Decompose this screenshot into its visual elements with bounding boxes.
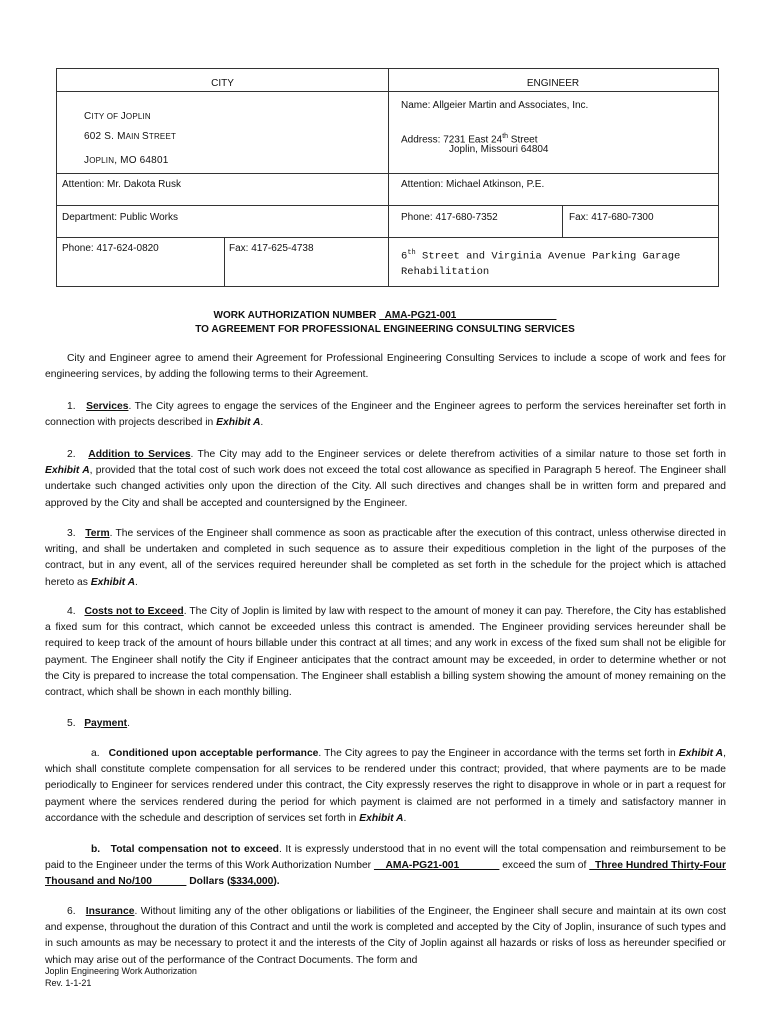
section-costs-not-to-exceed: 4. Costs not to Exceed. The City of Joplin is limited by law with respect to the amount of money it can pay. Therefore, the City has established a fixed sum for this contract, which cannot be exceeded unless this contract is amended. The Engineer providing services hereunder shall be required to keep track of the amount of hours billable under this contract at all times; and any work in excess of the fixed sum shall not be eligible for payment. The Engineer shall notify the City if Engineer anticipates that the contract amount may be exceeded, in order to determine whether or not the City is prepared to increase the total compensation. The Engineer shall establish a billing system showing the amount of money remaining on the contract, which shall be shown in each monthly billing. [45, 606, 727, 699]
intro-paragraph: City and Engineer agree to amend their Agreement for Professional Engineering Consulting Services to include a scope of work and fees for engineering services, by adding the following terms to their Agreement. [45, 353, 726, 381]
engineer-address: Address: 7231 East 24th Street [401, 133, 538, 146]
city-attention: Attention: Mr. Dakota Rusk [62, 179, 181, 190]
header-table [56, 68, 719, 287]
agreement-subtitle: TO AGREEMENT FOR PROFESSIONAL ENGINEERING CONSULTING SERVICES [195, 324, 575, 335]
section-total-compensation: b. Total compensation not to exceed. It is expressly understood that in no event will the total compensation and reimbursement to be paid to the Engineer under the terms of this Work Authorization Number __AMA-PG21-001_______ exceed the sum of _Three Hundred Thirty-Four Thousand and No/100______ Dollars ($334,000). [45, 844, 726, 888]
table-rule [224, 237, 225, 286]
section-services: 1. Services. The City agrees to engage the services of the Engineer and the Engineer agrees to perform the services hereinafter set forth in connection with projects described in Exhibit A. [45, 401, 726, 429]
section-payment: 5. Payment. [67, 718, 130, 729]
city-department: Department: Public Works [62, 212, 178, 223]
page-footer [45, 966, 197, 989]
work-authorization-title: WORK AUTHORIZATION NUMBER _AMA-PG21-001__________________ [213, 310, 557, 321]
engineer-heading: ENGINEER [526, 78, 580, 89]
footer-revision: Rev. 1-1-21 [45, 977, 92, 988]
project-name: 6th Street and Virginia Avenue Parking Garage Rehabilitation [401, 249, 681, 278]
section-insurance: 6. Insurance. Without limiting any of the other obligations or liabilities of the Engineer, the Engineer shall secure and maintain at its own cost and expense, throughout the duration of this Contract and until the work is completed and accepted by the City of Joplin, insurance of such types and in such amounts as may be necessary to protect it and the interests of the City of Joplin against all hazards or risks of loss as hereunder specified or which may arise out of the performance of the Contract Documents. The form and [45, 906, 726, 966]
compensation-sum-words: _Three Hundred Thirty-Four Thousand and No/100______ [45, 860, 726, 888]
city-street-address: 602 S. MAIN STREET [84, 131, 177, 142]
city-heading: CITY [211, 78, 234, 89]
footer-form-name: Joplin Engineering Work Authorization [45, 966, 197, 976]
engineer-phone: Phone: 417-680-7352 [401, 212, 498, 223]
section-addition-to-services: 2. Addition to Services. The City may add to the Engineer services or delete therefrom activities of a similar nature to those set forth in Exhibit A, provided that the total cost of such work does not exceed the total cost allowance as specified in Paragraph 5 hereof. The Engineer shall undertake such changed activities only upon the direction of the City. All such directives and changes shall be in written form and prepared and approved by the City and shall be accepted and countersigned by the Engineer. [45, 449, 726, 509]
engineer-address-line2: Joplin, Missouri 64804 [449, 144, 549, 155]
compensation-work-authorization-number: __AMA-PG21-001_______ [373, 860, 500, 872]
city-phone: Phone: 417-624-0820 [62, 243, 159, 254]
engineer-attention: Attention: Michael Atkinson, P.E. [401, 179, 545, 190]
city-city-state-zip: JOPLIN, MO 64801 [84, 155, 169, 166]
table-rule [388, 69, 389, 286]
work-authorization-number: _AMA-PG21-001__________________ [379, 310, 557, 321]
section-payment-conditioned: a. Conditioned upon acceptable performance. The City agrees to pay the Engineer in accordance with the terms set forth in Exhibit A, which shall constitute complete compensation for all services to be rendered under this contract; provided, that where payments are to be made periodically to Engineer for services rendered under this contract, the City expressly reserves the right to disapprove in whole or in part a request for payment where the services rendered during the period for which payment is claimed are not performed in a timely and satisfactory manner in accordance with the schedule and description of services set forth in Exhibit A. [45, 748, 726, 824]
engineer-name: Name: Allgeier Martin and Associates, Inc. [401, 100, 589, 111]
compensation-sum-amount: $334,000 [230, 876, 274, 888]
city-name: CITY OF JOPLIN [84, 111, 151, 122]
city-fax: Fax: 417-625-4738 [229, 243, 314, 254]
section-term: 3. Term. The services of the Engineer shall commence as soon as practicable after the execution of this contract, unless otherwise directed in writing, and shall be undertaken and completed in such sequence as to assure their expeditious completion in the light of the purposes of the contract, but in any event, all of the services required hereunder shall be completed as set forth in the schedule for the project which is attached hereto as Exhibit A. [45, 528, 726, 588]
engineer-fax: Fax: 417-680-7300 [569, 212, 654, 223]
table-rule [562, 205, 563, 237]
